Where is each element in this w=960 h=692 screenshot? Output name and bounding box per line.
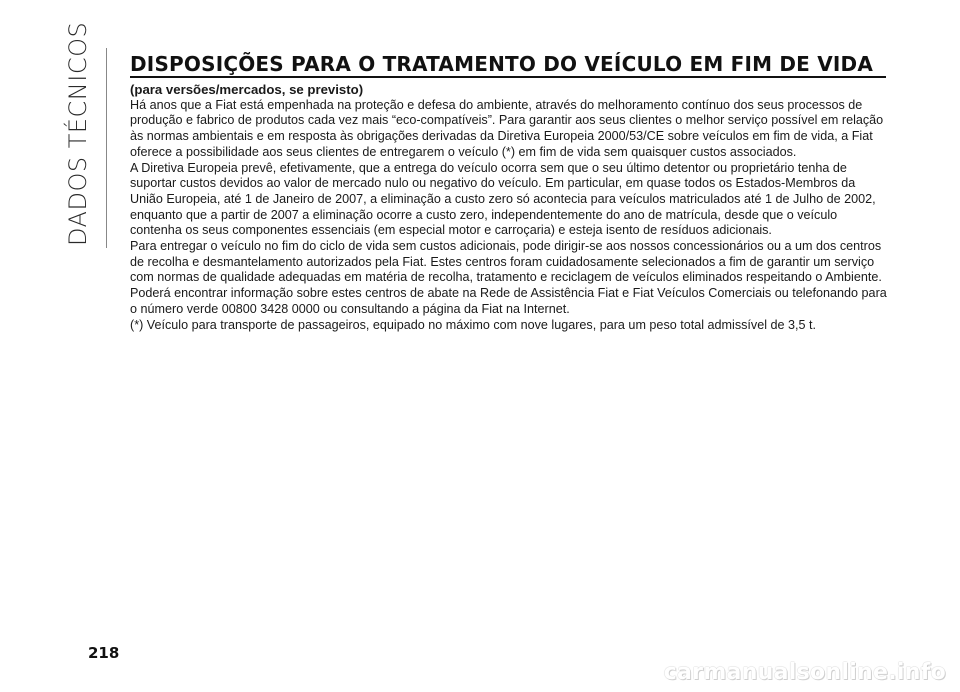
footnote: (*) Veículo para transporte de passageiros, equipado no máximo com nove lugares, para um peso total admissível de 3,5 t. [130, 317, 817, 332]
section-side-label: DADOS TÉCNICOS [64, 21, 92, 246]
page-title: DISPOSIÇÕES PARA O TRATAMENTO DO VEÍCULO EM FIM DE VIDA [130, 52, 874, 76]
page-number: 218 [88, 644, 120, 662]
section-side-divider [106, 48, 107, 248]
section-subtitle: (para versões/mercados, se previsto) [130, 82, 364, 97]
watermark: carmanualsonline.info [663, 660, 946, 685]
main-content [130, 82, 890, 333]
paragraph: Há anos que a Fiat está empenhada na proteção e defesa do ambiente, através do melhoramento contínuo dos seus processos de produção e fabrico de produtos cada vez mais “eco-compatíveis”. Para garantir aos seus clientes o melhor serviço possível em relação às normas ambientais e em resposta às obrigações derivadas da Diretiva Europeia 2000/53/CE sobre veículos em fim de vida, a Fiat oferece a possibilidade aos seus clientes de entregarem o veículo (*) em fim de vida sem quaisquer custos associados. [130, 97, 884, 159]
paragraph: Poderá encontrar informação sobre estes centros de abate na Rede de Assistência Fiat e Fiat Veículos Comerciais ou telefonando para o número verde 00800 3428 0000 ou consultando a página da Fiat na Internet. [130, 286, 887, 316]
paragraph: Para entregar o veículo no fim do ciclo de vida sem custos adicionais, pode dirigir-se aos nossos concessionários ou a um dos centros de recolha e desmantelamento autorizados pela Fiat. Estes centros foram cuidadosamente selecionados a fim de garantir um serviço com normas de qualidade adequadas em matéria de recolha, tratamento e reciclagem de veículos eliminados respeitando o Ambiente. [130, 239, 882, 285]
paragraph: A Diretiva Europeia prevê, efetivamente, que a entrega do veículo ocorra sem que o seu último detentor ou proprietário tenha de suportar custos devidos ao valor de mercado nulo ou negativo do veículo. Em particular, em quase todos os Estados-Membros da União Europeia, até 1 de Janeiro de 2007, a eliminação a custo zero só acontecia para veículos matriculados até 1 de Julho de 2002, enquanto que a partir de 2007 a eliminação ocorre a custo zero, independentemente do ano de matrícula, desde que o veículo contenha os seus componentes essenciais (em especial motor e carroçaria) e esteja isento de resíduos adicionais. [130, 160, 876, 238]
title-underline [130, 76, 886, 78]
